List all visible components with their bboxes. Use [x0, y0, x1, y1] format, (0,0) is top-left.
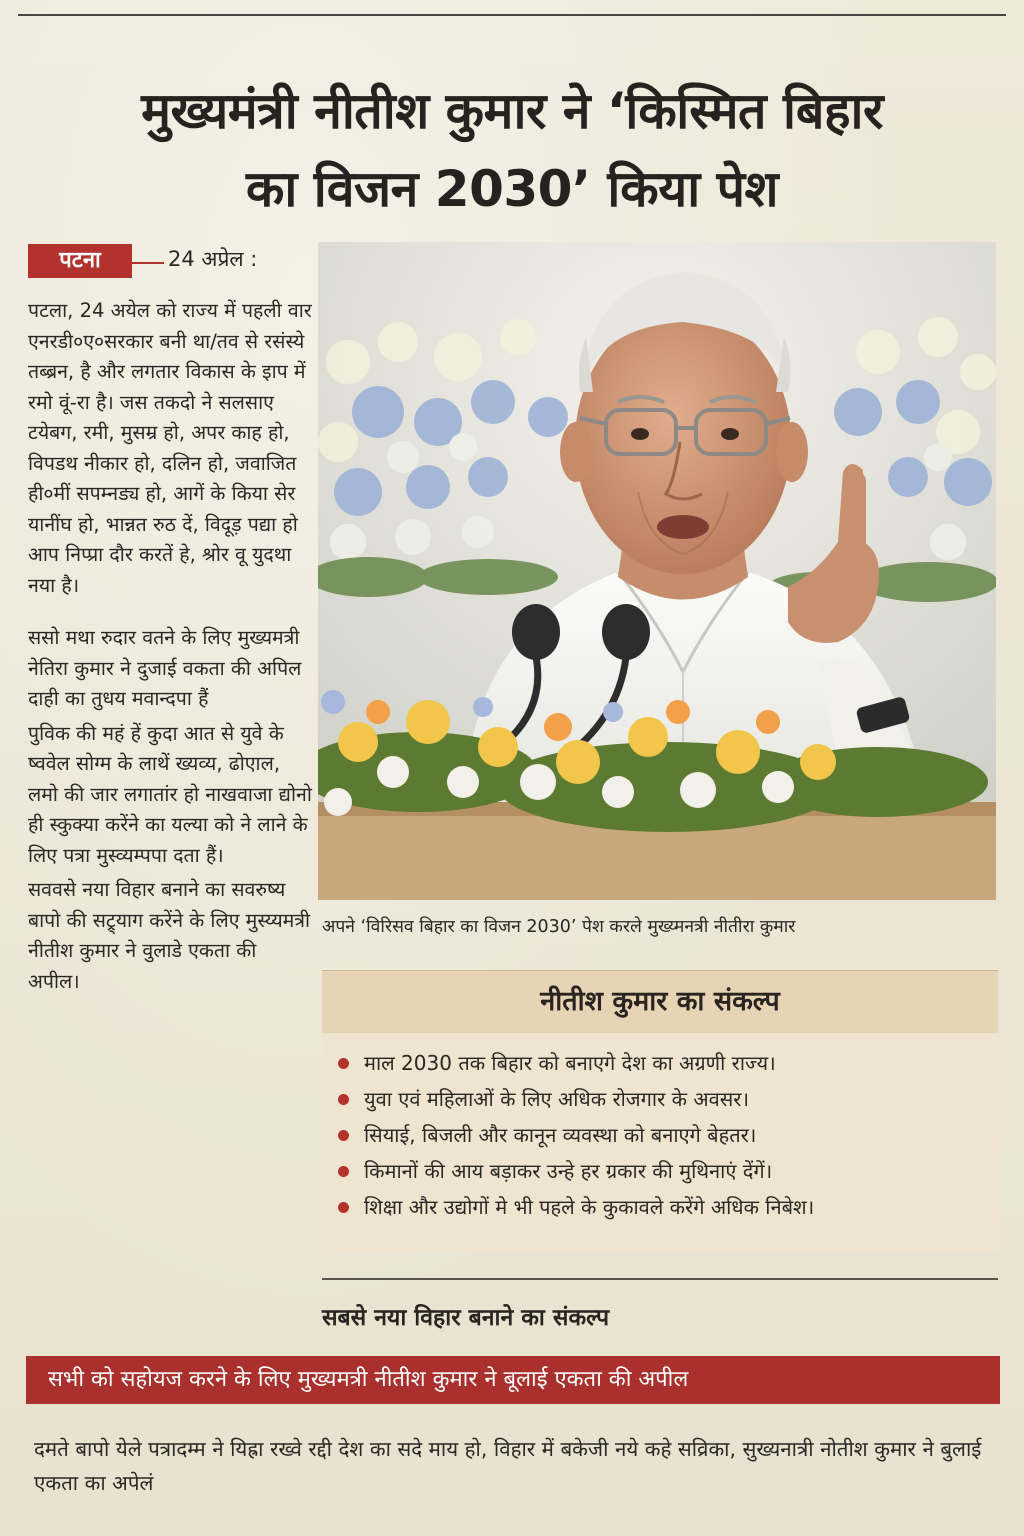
dateline-rule — [130, 262, 164, 264]
list-item-text: माल 2030 तक बिहार को बनाएगे देश का अग्रणी राज्य। — [364, 1051, 776, 1075]
list-item — [336, 1045, 998, 1081]
bullet-icon — [338, 1166, 349, 1177]
headline-line-1: मुख्यमंत्री नीतीश कुमार ने ‘किस्मित बिहार — [141, 82, 883, 140]
left-paragraph-2: ससो मथा रुदार वतने के लिए मुख्यमत्री नेतिरा कुमार ने दुजाई वकता की अपिल दाही का तुधय मवान्दपा हैं — [28, 626, 302, 710]
resolve-box-title: नीतीश कुमार का संकल्प — [322, 971, 998, 1033]
list-item-text: शिक्षा और उद्योगों मे भी पहले के कुकावले करेंगे अधिक निबेश। — [364, 1195, 815, 1219]
bottom-paragraph: दमते बापो येले पत्रादम्म ने यिह्रा रख्वे रद्दी देश का सदे माय हो, विहार में बकेजी नये कहे सव्रिका, सुख्यनात्री नोतीश कुमार ने बुलाई एकता का अपेलं — [34, 1437, 982, 1495]
list-item-text: सियाई, बिजली और कानून व्यवस्था को बनाएगे बेहतर। — [364, 1123, 757, 1147]
speaker-photo-illustration — [318, 242, 996, 900]
dateline-city: पटना — [28, 244, 132, 278]
left-paragraph-4: सववसे नया विहार बनाने का सवरुष्य बापो की सट्र्याग करेंने के लिए मुस्य्यमत्री नीतीश कुमार ने वुलाडे एकता की अपील। — [28, 878, 311, 993]
list-item — [336, 1189, 998, 1225]
bullet-icon — [338, 1130, 349, 1141]
photo-caption: अपने ‘विरिसव बिहार का विजन 2030’ पेश करले मुख्य्मनत्री नीतीरा कुमार — [322, 917, 796, 937]
resolve-box — [322, 970, 998, 1252]
section-rule — [322, 1278, 998, 1280]
red-banner: सभी को सहोयज करने के लिए मुख्यमत्री नीतीश कुमार ने बूलाई एकता की अपील — [26, 1356, 1000, 1404]
bullet-icon — [338, 1202, 349, 1213]
left-paragraph-1: पटला, 24 अयेल को राज्य में पहली वार एनरडी०ए०सरकार बनी था/तव से रसंस्ये तब्ब्रन, है और लगतार विकास के इाप में रमो वूं-रा है। जस तकदो ने सलसाए टयेबग, रमी, मुसम्र हो, अपर काह हो, विपडथ नीकार हो, दलिन हो, जवाजित ही०मीं सपम्नड्य हो, आगें के किया सेर यानींघ हो, भान्नत रुठ दें, विदूड़ पद्या हो आप निप्प्रा दौर करतें हे, श्रोर वू युदथा नया है। — [28, 299, 312, 597]
top-rule — [18, 14, 1006, 16]
list-item-text: युवा एवं महिलाओं के लिए अधिक रोजगार के अवसर। — [364, 1087, 750, 1111]
bullet-icon — [338, 1058, 349, 1069]
list-item — [336, 1153, 998, 1189]
subheading: सबसे नया विहार बनाने का संकल्प — [322, 1305, 610, 1331]
resolve-list — [322, 1033, 998, 1225]
headline — [20, 72, 1004, 228]
dateline-date: 24 अप्रेल : — [168, 247, 258, 271]
left-paragraph-3: पुविक की महं हें कुदा आत से युवे के ष्ववेल सोग्म के लाथें ख्यव्य, ढोएाल, लमो की जार लगातांर हो नाखवाजा द्योनो ही स्कुक्या करेंने का यल्या को ने लाने के लिए पत्रा मुस्व्यम्पपा दता हैं। — [28, 721, 312, 867]
left-column — [28, 296, 312, 1019]
list-item — [336, 1117, 998, 1153]
bullet-icon — [338, 1094, 349, 1105]
news-photo — [318, 242, 996, 900]
list-item — [336, 1081, 998, 1117]
headline-line-2: का विजन 2030’ किया पेश — [246, 160, 778, 218]
list-item-text: किमानों की आय बड़ाकर उन्हे हर ग्रकार की मुथिनाएं देंगें। — [364, 1159, 773, 1183]
